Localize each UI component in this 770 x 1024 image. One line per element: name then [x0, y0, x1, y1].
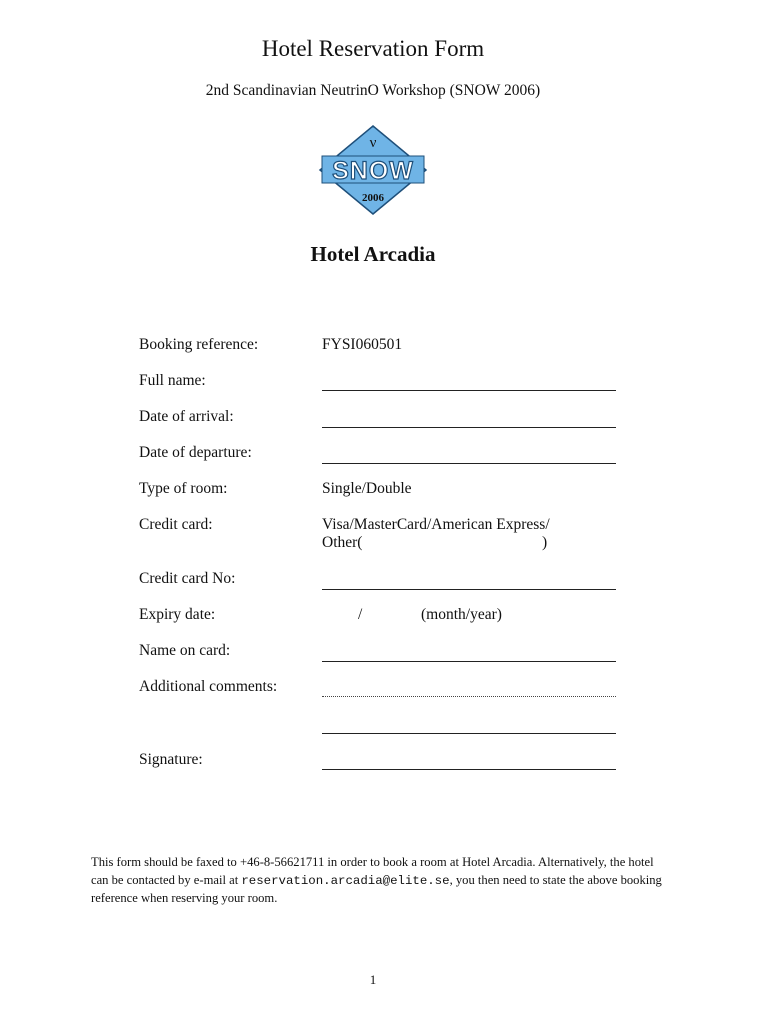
page-title: Hotel Reservation Form: [261, 36, 485, 61]
page-number: 1: [369, 972, 377, 987]
full-name-field[interactable]: [322, 390, 616, 391]
credit-card-other-open[interactable]: Other(: [322, 534, 363, 551]
logo-wordmark: SNOW: [332, 157, 414, 185]
comments-field-line-1[interactable]: [322, 696, 616, 697]
card-number-field[interactable]: [322, 589, 616, 590]
credit-card-options[interactable]: Visa/MasterCard/American Express/: [322, 516, 550, 533]
credit-card-other-close: ): [542, 534, 548, 551]
hotel-email[interactable]: reservation.arcadia@elite.se: [241, 873, 450, 888]
departure-date-field[interactable]: [322, 463, 616, 464]
workshop-subtitle: 2nd Scandinavian NeutrinO Workshop (SNOW 2006): [205, 82, 541, 99]
comments-field-line-2[interactable]: [322, 733, 616, 734]
departure-date-label: Date of departure:: [139, 444, 252, 461]
expiry-hint: (month/year): [421, 606, 502, 623]
room-type-label: Type of room:: [139, 480, 228, 497]
expiry-slash: /: [358, 606, 363, 623]
hotel-name: Hotel Arcadia: [310, 242, 436, 266]
signature-field[interactable]: [322, 769, 616, 770]
booking-reference-label: Booking reference:: [139, 336, 259, 353]
arrival-date-label: Date of arrival:: [139, 408, 234, 425]
booking-reference-value: FYSI060501: [322, 336, 403, 353]
full-name-label: Full name:: [139, 372, 206, 389]
room-type-options[interactable]: Single/Double: [322, 480, 412, 497]
expiry-date-label: Expiry date:: [139, 606, 216, 623]
name-on-card-field[interactable]: [322, 661, 616, 662]
arrival-date-field[interactable]: [322, 427, 616, 428]
snow-logo: [318, 124, 428, 216]
signature-label: Signature:: [139, 751, 203, 768]
comments-label: Additional comments:: [139, 678, 278, 695]
logo-nu-symbol: ν: [369, 135, 377, 151]
logo-year: 2006: [362, 192, 384, 204]
credit-card-label: Credit card:: [139, 516, 213, 533]
fax-instructions: [91, 854, 671, 908]
footer-text-1: This form should be faxed to +46-8-56621711 in order to book a room at Hotel Arcadia. Alternatively, the hotel can be contacted by e-mail at: [91, 855, 654, 887]
card-number-label: Credit card No:: [139, 570, 236, 587]
name-on-card-label: Name on card:: [139, 642, 231, 659]
footer-text-2: , you then need to state the above booking reference when reserving your room.: [91, 872, 662, 905]
